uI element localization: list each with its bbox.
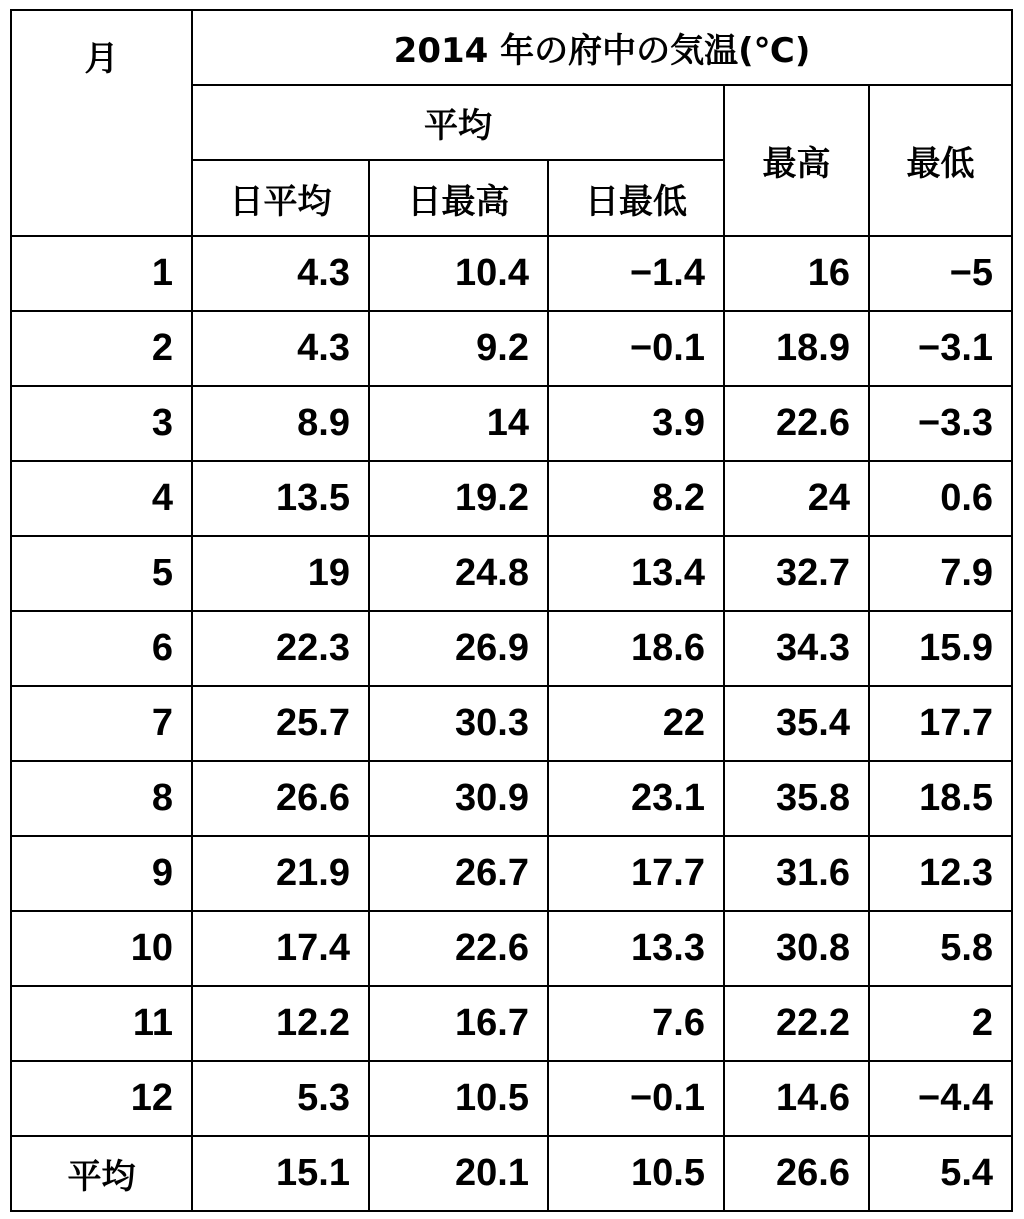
month-cell: 2	[11, 311, 192, 386]
max-cell: 22.2	[724, 986, 869, 1061]
max-cell: 32.7	[724, 536, 869, 611]
table-body	[11, 236, 1012, 1136]
min-cell: 17.7	[869, 686, 1012, 761]
month-header: 月	[11, 10, 192, 236]
daily-avg-cell: 22.3	[192, 611, 369, 686]
daily-min-cell: 18.6	[548, 611, 724, 686]
daily-max-cell: 10.5	[369, 1061, 548, 1136]
daily-min-header: 日最低	[548, 160, 724, 236]
table-row	[11, 686, 1012, 761]
daily-max-header: 日最高	[369, 160, 548, 236]
average-daily-min-cell: 10.5	[548, 1136, 724, 1211]
month-cell: 6	[11, 611, 192, 686]
min-cell: 5.8	[869, 911, 1012, 986]
daily-avg-cell: 5.3	[192, 1061, 369, 1136]
max-cell: 30.8	[724, 911, 869, 986]
average-daily-max-cell: 20.1	[369, 1136, 548, 1211]
daily-avg-cell: 21.9	[192, 836, 369, 911]
daily-min-cell: 7.6	[548, 986, 724, 1061]
daily-avg-header: 日平均	[192, 160, 369, 236]
daily-max-cell: 26.9	[369, 611, 548, 686]
min-cell: 18.5	[869, 761, 1012, 836]
daily-avg-cell: 19	[192, 536, 369, 611]
daily-min-cell: 3.9	[548, 386, 724, 461]
table-row	[11, 536, 1012, 611]
max-cell: 16	[724, 236, 869, 311]
min-cell: 0.6	[869, 461, 1012, 536]
daily-avg-cell: 12.2	[192, 986, 369, 1061]
table-row	[11, 461, 1012, 536]
daily-min-cell: 13.4	[548, 536, 724, 611]
month-cell: 9	[11, 836, 192, 911]
daily-avg-cell: 4.3	[192, 311, 369, 386]
table-row	[11, 611, 1012, 686]
table-footer	[11, 1136, 1012, 1211]
average-daily-avg-cell: 15.1	[192, 1136, 369, 1211]
table-row	[11, 911, 1012, 986]
max-header: 最高	[724, 85, 869, 236]
daily-min-cell: 23.1	[548, 761, 724, 836]
daily-max-cell: 9.2	[369, 311, 548, 386]
daily-avg-cell: 4.3	[192, 236, 369, 311]
month-cell: 8	[11, 761, 192, 836]
month-cell: 12	[11, 1061, 192, 1136]
month-cell: 10	[11, 911, 192, 986]
daily-min-cell: 17.7	[548, 836, 724, 911]
daily-max-cell: 16.7	[369, 986, 548, 1061]
min-cell: −4.4	[869, 1061, 1012, 1136]
max-cell: 31.6	[724, 836, 869, 911]
daily-avg-cell: 25.7	[192, 686, 369, 761]
min-cell: −3.1	[869, 311, 1012, 386]
average-min-cell: 5.4	[869, 1136, 1012, 1211]
month-cell: 7	[11, 686, 192, 761]
daily-min-cell: −0.1	[548, 1061, 724, 1136]
table-header	[11, 10, 1012, 236]
table-row	[11, 386, 1012, 461]
max-cell: 35.8	[724, 761, 869, 836]
daily-max-cell: 26.7	[369, 836, 548, 911]
table-row	[11, 986, 1012, 1061]
min-cell: −3.3	[869, 386, 1012, 461]
month-cell: 5	[11, 536, 192, 611]
max-cell: 14.6	[724, 1061, 869, 1136]
min-cell: 12.3	[869, 836, 1012, 911]
daily-min-cell: 22	[548, 686, 724, 761]
table-row	[11, 236, 1012, 311]
daily-avg-cell: 8.9	[192, 386, 369, 461]
table-row	[11, 836, 1012, 911]
table-row	[11, 1061, 1012, 1136]
daily-max-cell: 24.8	[369, 536, 548, 611]
min-cell: 7.9	[869, 536, 1012, 611]
month-cell: 1	[11, 236, 192, 311]
average-row-label: 平均	[11, 1136, 192, 1211]
daily-avg-cell: 13.5	[192, 461, 369, 536]
daily-min-cell: −1.4	[548, 236, 724, 311]
daily-min-cell: 13.3	[548, 911, 724, 986]
daily-max-cell: 10.4	[369, 236, 548, 311]
daily-avg-cell: 26.6	[192, 761, 369, 836]
average-row	[11, 1136, 1012, 1211]
temperature-table	[10, 9, 1013, 1212]
daily-max-cell: 19.2	[369, 461, 548, 536]
daily-avg-cell: 17.4	[192, 911, 369, 986]
max-cell: 22.6	[724, 386, 869, 461]
max-cell: 35.4	[724, 686, 869, 761]
average-group-header: 平均	[192, 85, 724, 160]
table-row	[11, 761, 1012, 836]
month-cell: 4	[11, 461, 192, 536]
daily-max-cell: 30.3	[369, 686, 548, 761]
table-row	[11, 311, 1012, 386]
daily-max-cell: 22.6	[369, 911, 548, 986]
min-cell: 15.9	[869, 611, 1012, 686]
daily-max-cell: 30.9	[369, 761, 548, 836]
max-cell: 18.9	[724, 311, 869, 386]
max-cell: 24	[724, 461, 869, 536]
max-cell: 34.3	[724, 611, 869, 686]
table-title: 2014 年の府中の気温(℃)	[192, 10, 1012, 85]
min-header: 最低	[869, 85, 1012, 236]
month-cell: 11	[11, 986, 192, 1061]
min-cell: 2	[869, 986, 1012, 1061]
daily-max-cell: 14	[369, 386, 548, 461]
month-cell: 3	[11, 386, 192, 461]
daily-min-cell: −0.1	[548, 311, 724, 386]
average-max-cell: 26.6	[724, 1136, 869, 1211]
min-cell: −5	[869, 236, 1012, 311]
daily-min-cell: 8.2	[548, 461, 724, 536]
